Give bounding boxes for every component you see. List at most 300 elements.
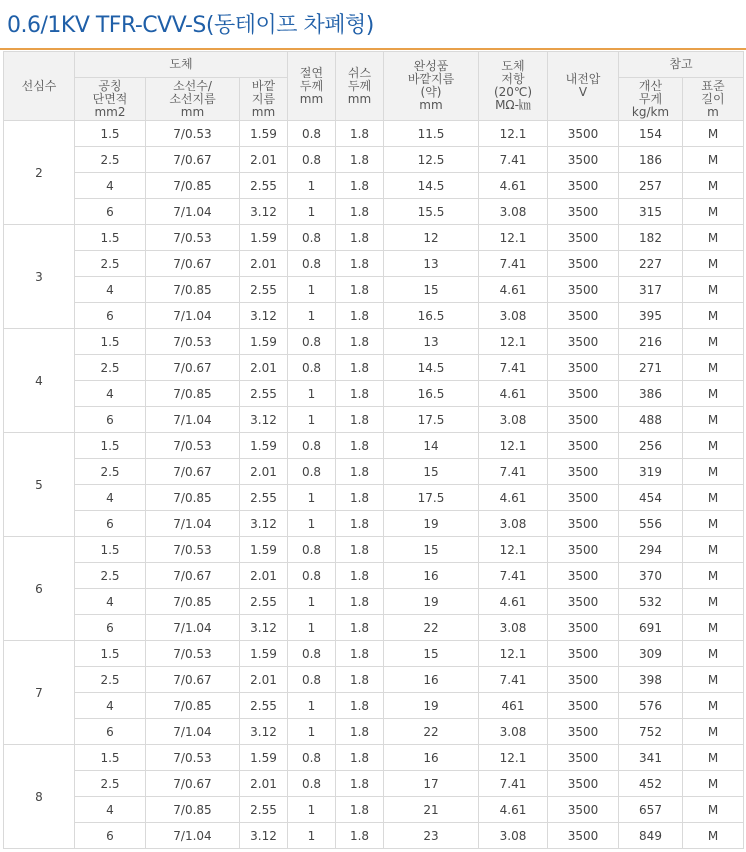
cell-insulation: 0.8 — [288, 537, 336, 563]
header-finished-od: 완성품 바깥지름 (약) mm — [384, 52, 479, 121]
cell-outer-dia: 2.55 — [240, 485, 288, 511]
cell-nominal-area: 6 — [75, 303, 146, 329]
cell-voltage: 3500 — [548, 641, 619, 667]
table-row — [4, 251, 744, 277]
cell-strands: 7/0.53 — [146, 329, 240, 355]
cell-insulation: 0.8 — [288, 433, 336, 459]
cell-finished-od: 14 — [384, 433, 479, 459]
cell-finished-od: 17.5 — [384, 407, 479, 433]
cell-length: M — [683, 615, 744, 641]
header-strands: 소선수/ 소선지름 mm — [146, 78, 240, 121]
cell-outer-dia: 2.01 — [240, 147, 288, 173]
table-row — [4, 667, 744, 693]
cell-strands: 7/0.85 — [146, 485, 240, 511]
cell-strands: 7/0.67 — [146, 771, 240, 797]
cell-insulation: 1 — [288, 381, 336, 407]
cell-length: M — [683, 667, 744, 693]
cell-core-count: 7 — [4, 641, 75, 745]
page-title: 0.6/1KV TFR-CVV-S(동테이프 차폐형) — [7, 13, 374, 38]
cell-core-count: 8 — [4, 745, 75, 849]
cell-sheath: 1.8 — [336, 225, 384, 251]
cell-sheath: 1.8 — [336, 147, 384, 173]
table-row — [4, 147, 744, 173]
cell-finished-od: 14.5 — [384, 355, 479, 381]
cell-nominal-area: 4 — [75, 173, 146, 199]
cell-resistance: 7.41 — [479, 251, 548, 277]
cell-weight: 849 — [619, 823, 683, 849]
cell-nominal-area: 4 — [75, 693, 146, 719]
cell-length: M — [683, 225, 744, 251]
cell-sheath: 1.8 — [336, 121, 384, 147]
header-outer-dia: 바깥 지름 mm — [240, 78, 288, 121]
cell-outer-dia: 3.12 — [240, 199, 288, 225]
cell-voltage: 3500 — [548, 797, 619, 823]
cell-insulation: 0.8 — [288, 329, 336, 355]
cell-weight: 386 — [619, 381, 683, 407]
cell-core-count: 3 — [4, 225, 75, 329]
cell-length: M — [683, 459, 744, 485]
cell-insulation: 1 — [288, 173, 336, 199]
table-row — [4, 823, 744, 849]
cell-weight: 576 — [619, 693, 683, 719]
cell-weight: 532 — [619, 589, 683, 615]
cell-resistance: 7.41 — [479, 355, 548, 381]
cell-length: M — [683, 797, 744, 823]
cell-strands: 7/0.85 — [146, 589, 240, 615]
cell-resistance: 3.08 — [479, 407, 548, 433]
cell-strands: 7/0.85 — [146, 797, 240, 823]
cell-length: M — [683, 511, 744, 537]
cell-insulation: 1 — [288, 823, 336, 849]
cell-length: M — [683, 641, 744, 667]
cell-voltage: 3500 — [548, 303, 619, 329]
cell-insulation: 0.8 — [288, 355, 336, 381]
table-row — [4, 719, 744, 745]
cell-resistance: 4.61 — [479, 485, 548, 511]
cell-weight: 309 — [619, 641, 683, 667]
cell-sheath: 1.8 — [336, 277, 384, 303]
cell-length: M — [683, 173, 744, 199]
cell-strands: 7/0.67 — [146, 459, 240, 485]
table-row — [4, 303, 744, 329]
cell-sheath: 1.8 — [336, 667, 384, 693]
cell-voltage: 3500 — [548, 251, 619, 277]
cell-length: M — [683, 823, 744, 849]
cell-resistance: 4.61 — [479, 277, 548, 303]
cell-weight: 182 — [619, 225, 683, 251]
cell-resistance: 4.61 — [479, 381, 548, 407]
cell-length: M — [683, 693, 744, 719]
cell-outer-dia: 2.01 — [240, 771, 288, 797]
cell-strands: 7/0.67 — [146, 251, 240, 277]
cell-insulation: 0.8 — [288, 147, 336, 173]
cell-voltage: 3500 — [548, 199, 619, 225]
cell-strands: 7/0.67 — [146, 355, 240, 381]
cell-insulation: 1 — [288, 589, 336, 615]
cell-insulation: 1 — [288, 199, 336, 225]
table-row — [4, 641, 744, 667]
cell-length: M — [683, 433, 744, 459]
cell-core-count: 6 — [4, 537, 75, 641]
cell-nominal-area: 2.5 — [75, 771, 146, 797]
cell-outer-dia: 1.59 — [240, 433, 288, 459]
cell-weight: 395 — [619, 303, 683, 329]
cell-sheath: 1.8 — [336, 719, 384, 745]
cell-outer-dia: 3.12 — [240, 303, 288, 329]
cell-strands: 7/1.04 — [146, 407, 240, 433]
cell-sheath: 1.8 — [336, 563, 384, 589]
cell-length: M — [683, 719, 744, 745]
header-resistance: 도체 저항 (20℃) MΩ-㎞ — [479, 52, 548, 121]
cell-nominal-area: 6 — [75, 511, 146, 537]
header-nominal-area: 공칭 단면적 mm2 — [75, 78, 146, 121]
cell-insulation: 1 — [288, 615, 336, 641]
cell-finished-od: 12.5 — [384, 147, 479, 173]
cell-finished-od: 15 — [384, 641, 479, 667]
cell-weight: 315 — [619, 199, 683, 225]
table-row — [4, 329, 744, 355]
header-insulation: 절연 두께 mm — [288, 52, 336, 121]
cell-nominal-area: 4 — [75, 589, 146, 615]
cell-weight: 452 — [619, 771, 683, 797]
cell-finished-od: 11.5 — [384, 121, 479, 147]
cell-weight: 216 — [619, 329, 683, 355]
cell-strands: 7/0.67 — [146, 147, 240, 173]
cell-insulation: 0.8 — [288, 641, 336, 667]
cell-finished-od: 16 — [384, 563, 479, 589]
header-voltage: 내전압 V — [548, 52, 619, 121]
cell-nominal-area: 1.5 — [75, 329, 146, 355]
cell-weight: 657 — [619, 797, 683, 823]
cell-sheath: 1.8 — [336, 745, 384, 771]
cell-weight: 294 — [619, 537, 683, 563]
cell-nominal-area: 6 — [75, 615, 146, 641]
cell-strands: 7/0.85 — [146, 381, 240, 407]
cell-weight: 319 — [619, 459, 683, 485]
cell-weight: 186 — [619, 147, 683, 173]
cell-length: M — [683, 589, 744, 615]
cell-voltage: 3500 — [548, 589, 619, 615]
cell-nominal-area: 1.5 — [75, 641, 146, 667]
cell-finished-od: 16 — [384, 745, 479, 771]
cell-nominal-area: 1.5 — [75, 121, 146, 147]
table-row — [4, 589, 744, 615]
table-row — [4, 563, 744, 589]
cell-voltage: 3500 — [548, 433, 619, 459]
cell-voltage: 3500 — [548, 147, 619, 173]
cell-weight: 691 — [619, 615, 683, 641]
cell-nominal-area: 6 — [75, 719, 146, 745]
cell-sheath: 1.8 — [336, 823, 384, 849]
cell-finished-od: 13 — [384, 251, 479, 277]
cell-strands: 7/0.67 — [146, 563, 240, 589]
cell-nominal-area: 6 — [75, 199, 146, 225]
cell-weight: 256 — [619, 433, 683, 459]
cell-weight: 317 — [619, 277, 683, 303]
cell-voltage: 3500 — [548, 485, 619, 511]
table-row — [4, 537, 744, 563]
cell-sheath: 1.8 — [336, 173, 384, 199]
cell-strands: 7/0.53 — [146, 225, 240, 251]
cell-strands: 7/1.04 — [146, 823, 240, 849]
cell-length: M — [683, 147, 744, 173]
cell-voltage: 3500 — [548, 329, 619, 355]
cell-voltage: 3500 — [548, 407, 619, 433]
cell-finished-od: 19 — [384, 693, 479, 719]
cell-voltage: 3500 — [548, 355, 619, 381]
cell-insulation: 0.8 — [288, 225, 336, 251]
cell-weight: 454 — [619, 485, 683, 511]
cell-strands: 7/1.04 — [146, 303, 240, 329]
cell-outer-dia: 3.12 — [240, 511, 288, 537]
cell-weight: 227 — [619, 251, 683, 277]
cell-length: M — [683, 407, 744, 433]
cell-weight: 398 — [619, 667, 683, 693]
cell-strands: 7/1.04 — [146, 719, 240, 745]
cell-sheath: 1.8 — [336, 381, 384, 407]
cell-insulation: 0.8 — [288, 121, 336, 147]
cell-finished-od: 15 — [384, 277, 479, 303]
cell-nominal-area: 2.5 — [75, 459, 146, 485]
cell-insulation: 0.8 — [288, 667, 336, 693]
cell-weight: 257 — [619, 173, 683, 199]
cell-resistance: 7.41 — [479, 667, 548, 693]
cell-length: M — [683, 121, 744, 147]
cell-weight: 556 — [619, 511, 683, 537]
table-row — [4, 433, 744, 459]
cell-nominal-area: 6 — [75, 823, 146, 849]
cell-nominal-area: 2.5 — [75, 147, 146, 173]
cell-strands: 7/0.85 — [146, 693, 240, 719]
cell-finished-od: 13 — [384, 329, 479, 355]
cell-voltage: 3500 — [548, 225, 619, 251]
cell-voltage: 3500 — [548, 667, 619, 693]
cell-outer-dia: 1.59 — [240, 329, 288, 355]
cell-voltage: 3500 — [548, 511, 619, 537]
cell-strands: 7/0.53 — [146, 537, 240, 563]
cell-voltage: 3500 — [548, 459, 619, 485]
cell-insulation: 1 — [288, 511, 336, 537]
cell-resistance: 12.1 — [479, 433, 548, 459]
cell-sheath: 1.8 — [336, 511, 384, 537]
cell-finished-od: 17 — [384, 771, 479, 797]
table-row — [4, 121, 744, 147]
cell-outer-dia: 1.59 — [240, 641, 288, 667]
cell-finished-od: 19 — [384, 511, 479, 537]
cell-outer-dia: 2.55 — [240, 589, 288, 615]
cell-resistance: 3.08 — [479, 303, 548, 329]
table-body — [4, 121, 744, 849]
cell-length: M — [683, 381, 744, 407]
header-sheath: 쉬스 두께 mm — [336, 52, 384, 121]
cell-resistance: 3.08 — [479, 615, 548, 641]
cell-insulation: 0.8 — [288, 745, 336, 771]
cell-nominal-area: 6 — [75, 407, 146, 433]
cell-voltage: 3500 — [548, 615, 619, 641]
cell-sheath: 1.8 — [336, 407, 384, 433]
cell-resistance: 3.08 — [479, 199, 548, 225]
cell-sheath: 1.8 — [336, 251, 384, 277]
cell-sheath: 1.8 — [336, 589, 384, 615]
cell-strands: 7/1.04 — [146, 615, 240, 641]
cell-finished-od: 14.5 — [384, 173, 479, 199]
cell-resistance: 461 — [479, 693, 548, 719]
cell-core-count: 4 — [4, 329, 75, 433]
cell-voltage: 3500 — [548, 745, 619, 771]
cell-strands: 7/0.85 — [146, 277, 240, 303]
table-row — [4, 199, 744, 225]
cell-finished-od: 16 — [384, 667, 479, 693]
cell-outer-dia: 2.55 — [240, 797, 288, 823]
cell-resistance: 12.1 — [479, 745, 548, 771]
cell-finished-od: 21 — [384, 797, 479, 823]
cell-finished-od: 15.5 — [384, 199, 479, 225]
cell-length: M — [683, 485, 744, 511]
cell-sheath: 1.8 — [336, 797, 384, 823]
cell-resistance: 4.61 — [479, 173, 548, 199]
table-row — [4, 381, 744, 407]
cell-finished-od: 17.5 — [384, 485, 479, 511]
table-header — [4, 52, 744, 121]
cell-strands: 7/0.53 — [146, 433, 240, 459]
cell-finished-od: 12 — [384, 225, 479, 251]
header-weight: 개산 무게 kg/km — [619, 78, 683, 121]
cell-insulation: 0.8 — [288, 251, 336, 277]
cell-sheath: 1.8 — [336, 641, 384, 667]
header-core-count: 선심수 — [4, 52, 75, 121]
cell-strands: 7/0.85 — [146, 173, 240, 199]
cell-strands: 7/0.53 — [146, 745, 240, 771]
cell-sheath: 1.8 — [336, 693, 384, 719]
cell-nominal-area: 2.5 — [75, 667, 146, 693]
cell-resistance: 3.08 — [479, 823, 548, 849]
cell-weight: 154 — [619, 121, 683, 147]
cell-insulation: 1 — [288, 303, 336, 329]
cell-strands: 7/1.04 — [146, 511, 240, 537]
cell-resistance: 3.08 — [479, 719, 548, 745]
table-row — [4, 407, 744, 433]
cell-finished-od: 19 — [384, 589, 479, 615]
cell-nominal-area: 1.5 — [75, 745, 146, 771]
cell-sheath: 1.8 — [336, 329, 384, 355]
header-conductor: 도체 — [75, 52, 288, 78]
cell-outer-dia: 3.12 — [240, 407, 288, 433]
cell-nominal-area: 1.5 — [75, 537, 146, 563]
cell-finished-od: 22 — [384, 719, 479, 745]
cell-voltage: 3500 — [548, 771, 619, 797]
cell-outer-dia: 2.55 — [240, 277, 288, 303]
cell-nominal-area: 4 — [75, 485, 146, 511]
cell-insulation: 1 — [288, 719, 336, 745]
cell-sheath: 1.8 — [336, 459, 384, 485]
cell-resistance: 12.1 — [479, 121, 548, 147]
cell-weight: 271 — [619, 355, 683, 381]
cell-sheath: 1.8 — [336, 355, 384, 381]
cell-length: M — [683, 563, 744, 589]
cell-resistance: 4.61 — [479, 797, 548, 823]
cell-length: M — [683, 537, 744, 563]
cell-outer-dia: 2.01 — [240, 667, 288, 693]
cell-insulation: 1 — [288, 407, 336, 433]
cell-insulation: 0.8 — [288, 563, 336, 589]
cell-nominal-area: 4 — [75, 277, 146, 303]
cell-sheath: 1.8 — [336, 303, 384, 329]
cell-outer-dia: 2.55 — [240, 693, 288, 719]
cell-outer-dia: 3.12 — [240, 615, 288, 641]
cell-resistance: 12.1 — [479, 641, 548, 667]
cell-core-count: 5 — [4, 433, 75, 537]
table-row — [4, 797, 744, 823]
cell-outer-dia: 1.59 — [240, 225, 288, 251]
cell-length: M — [683, 303, 744, 329]
cell-length: M — [683, 771, 744, 797]
cell-resistance: 12.1 — [479, 225, 548, 251]
table-row — [4, 459, 744, 485]
cell-nominal-area: 2.5 — [75, 563, 146, 589]
cell-voltage: 3500 — [548, 121, 619, 147]
cell-outer-dia: 2.01 — [240, 563, 288, 589]
cell-weight: 488 — [619, 407, 683, 433]
cell-insulation: 1 — [288, 277, 336, 303]
cell-insulation: 0.8 — [288, 459, 336, 485]
cell-finished-od: 16.5 — [384, 381, 479, 407]
cell-sheath: 1.8 — [336, 485, 384, 511]
cell-outer-dia: 1.59 — [240, 121, 288, 147]
cell-insulation: 1 — [288, 797, 336, 823]
cell-strands: 7/1.04 — [146, 199, 240, 225]
cell-voltage: 3500 — [548, 173, 619, 199]
cell-outer-dia: 2.55 — [240, 173, 288, 199]
cell-outer-dia: 2.55 — [240, 381, 288, 407]
cell-resistance: 7.41 — [479, 459, 548, 485]
cell-strands: 7/0.53 — [146, 121, 240, 147]
cell-strands: 7/0.53 — [146, 641, 240, 667]
cell-resistance: 4.61 — [479, 589, 548, 615]
cell-finished-od: 23 — [384, 823, 479, 849]
cell-finished-od: 15 — [384, 537, 479, 563]
cell-nominal-area: 1.5 — [75, 433, 146, 459]
cell-resistance: 12.1 — [479, 329, 548, 355]
cell-strands: 7/0.67 — [146, 667, 240, 693]
cell-voltage: 3500 — [548, 693, 619, 719]
cell-insulation: 1 — [288, 485, 336, 511]
table-row — [4, 173, 744, 199]
cell-sheath: 1.8 — [336, 537, 384, 563]
cell-sheath: 1.8 — [336, 771, 384, 797]
cell-resistance: 7.41 — [479, 771, 548, 797]
cell-core-count: 2 — [4, 121, 75, 225]
table-row — [4, 511, 744, 537]
cell-finished-od: 15 — [384, 459, 479, 485]
cell-nominal-area: 4 — [75, 381, 146, 407]
cell-sheath: 1.8 — [336, 433, 384, 459]
table-row — [4, 277, 744, 303]
table-row — [4, 693, 744, 719]
cell-nominal-area: 1.5 — [75, 225, 146, 251]
cell-resistance: 3.08 — [479, 511, 548, 537]
cell-finished-od: 22 — [384, 615, 479, 641]
cell-resistance: 7.41 — [479, 563, 548, 589]
cell-insulation: 1 — [288, 693, 336, 719]
cell-finished-od: 16.5 — [384, 303, 479, 329]
cell-nominal-area: 2.5 — [75, 355, 146, 381]
cell-outer-dia: 3.12 — [240, 823, 288, 849]
cell-length: M — [683, 745, 744, 771]
cell-outer-dia: 3.12 — [240, 719, 288, 745]
header-length: 표준 길이 m — [683, 78, 744, 121]
cell-outer-dia: 1.59 — [240, 745, 288, 771]
table-row — [4, 615, 744, 641]
